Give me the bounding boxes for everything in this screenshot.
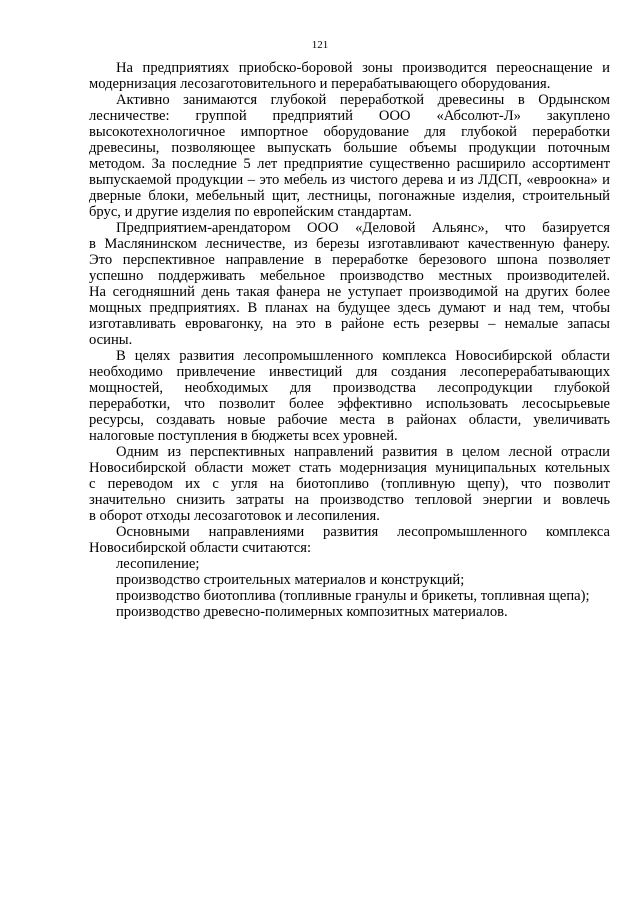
paragraph-line: лесничестве: группой предприятий ООО «Абсолют-Л» закуплено [89, 108, 610, 124]
paragraph-line: Это перспективное направление в переработке березового шпона позволяет [89, 252, 610, 268]
paragraph-line: Основными направлениями развития лесопромышленного комплекса [116, 524, 610, 540]
paragraph-line: в Маслянинском лесничестве, из березы изготавливают качественную фанеру. [89, 236, 610, 252]
paragraph-line: древесины, позволяющее выпускать большие объемы продукции поточным [89, 140, 610, 156]
paragraph-line: с переводом их с угля на биотопливо (топливную щепу), что позволит [89, 476, 610, 492]
paragraph-line: дверные блоки, мебельный щит, лестницы, погонажные изделия, строительный [89, 188, 610, 204]
list-item: производство строительных материалов и конструкций; [116, 572, 465, 588]
paragraph-line: модернизация лесозаготовительного и перерабатывающего оборудования. [89, 76, 551, 92]
paragraph-line: осины. [89, 332, 133, 348]
paragraph-line: налоговые поступления в бюджеты всех уровней. [89, 428, 398, 444]
paragraph-line: брус, и другие изделия по европейским стандартам. [89, 204, 412, 220]
paragraph-delovoy-alyans [89, 220, 610, 348]
list-item: лесопиление; [116, 556, 200, 572]
page-number: 121 [311, 39, 329, 51]
paragraph-line: На сегодняшний день такая фанера не уступает производимой на других более [89, 284, 610, 300]
paragraph-line: переработки, что позволит более эффективно использовать лесосырьевые [89, 396, 610, 412]
paragraph-line: изготавливать евровагонку, на это в районе есть резервы – немалые запасы [89, 316, 610, 332]
paragraph-line: Предприятием-арендатором ООО «Деловой Альянс», что базируется [116, 220, 610, 236]
paragraph-biofuel-boilers [89, 444, 610, 524]
paragraph-line: необходимо привлечение инвестиций для создания лесоперерабатывающих [89, 364, 610, 380]
paragraph-line: Одним из перспективных направлений развития в целом лесной отрасли [116, 444, 610, 460]
paragraph-line: в оборот отходы лесозаготовок и лесопиления. [89, 508, 380, 524]
list-item: производство древесно-полимерных композитных материалов. [116, 604, 508, 620]
paragraph-investment [89, 348, 610, 444]
paragraph-line: На предприятиях приобско-боровой зоны производится переоснащение и [116, 60, 610, 76]
paragraph-line: В целях развития лесопромышленного комплекса Новосибирской области [116, 348, 610, 364]
paragraph-line: высокотехнологичное импортное оборудование для глубокой переработки [89, 124, 610, 140]
paragraph-line: выпускаемой продукции – это мебель из чистого дерева и из ЛДСП, «евроокна» и [89, 172, 610, 188]
paragraph-line: ресурсы, создавать новые рабочие места в районах области, увеличивать [89, 412, 610, 428]
paragraph-main-directions [89, 524, 610, 556]
paragraph-line: мощных предприятиях. В планах на будущее здесь думают и над тем, чтобы [89, 300, 610, 316]
paragraph-line: успешно поддерживать мебельное производство местных производителей. [89, 268, 610, 284]
list-item: производство биотоплива (топливные гранулы и брикеты, топливная щепа); [116, 588, 590, 604]
paragraph-line: мощностей, необходимых для производства лесопродукции глубокой [89, 380, 610, 396]
directions-list [89, 556, 610, 620]
paragraph-ordynsky-processing [89, 92, 610, 220]
paragraph-line: Новосибирской области может стать модернизация муниципальных котельных [89, 460, 610, 476]
paragraph-line: методом. За последние 5 лет предприятие существенно расширило ассортимент [89, 156, 610, 172]
paragraph-line: Новосибирской области считаются: [89, 540, 311, 556]
paragraph-modernization [89, 60, 610, 92]
document-body [89, 60, 610, 620]
paragraph-line: значительно снизить затраты на производство тепловой энергии и вовлечь [89, 492, 610, 508]
paragraph-line: Активно занимаются глубокой переработкой древесины в Ордынском [116, 92, 610, 108]
